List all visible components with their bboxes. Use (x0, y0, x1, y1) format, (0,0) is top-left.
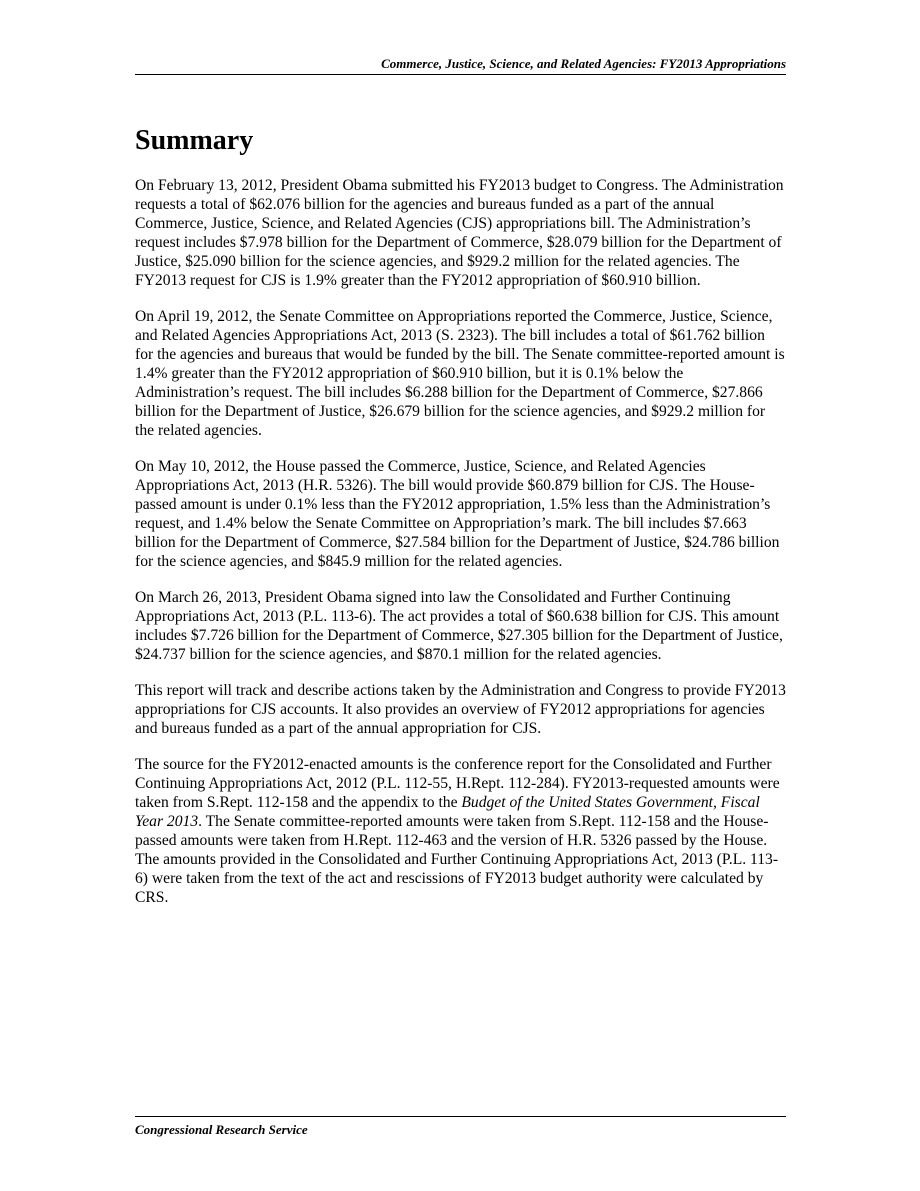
paragraph-enacted-law: On March 26, 2013, President Obama signed into law the Consolidated and Further Continuing Appropriations Act, 2013 (P.L. 113-6). The act provides a total of $60.638 billion for CJS. This amount includes $7.726 billion for the Department of Commerce, $27.305 billion for the Department of Justice, $24.737 billion for the science agencies, and $870.1 million for the related agencies. (135, 589, 783, 663)
summary-heading: Summary (135, 125, 254, 156)
paragraph-senate-committee: On April 19, 2012, the Senate Committee on Appropriations reported the Commerce, Justice, Science, and Related Agencies Appropriations Act, 2013 (S. 2323). The bill includes a total of $61.762 billion for the agencies and bureaus that would be funded by the bill. The Senate committee-reported amount is 1.4% greater than the FY2012 appropriation of $60.910 billion, but it is 0.1% below the Administration’s request. The bill includes $6.288 billion for the Department of Commerce, $27.866 billion for the Department of Justice, $26.679 billion for the science agencies, and $929.2 million for the related agencies. (135, 308, 785, 439)
paragraph-sources (135, 755, 786, 907)
paragraph-report-scope: This report will track and describe actions taken by the Administration and Congress to provide FY2013 appropriations for CJS accounts. It also provides an overview of FY2012 appropriations for agencies and bureaus funded as a part of the annual appropriation for CJS. (135, 682, 786, 737)
running-header-title: Commerce, Justice, Science, and Related Agencies: FY2013 Appropriations (381, 56, 786, 71)
running-header (135, 55, 786, 75)
paragraph-house-passed: On May 10, 2012, the House passed the Commerce, Justice, Science, and Related Agencies Appropriations Act, 2013 (H.R. 5326). The bill would provide $60.879 billion for CJS. The House-passed amount is under 0.1% less than the FY2012 appropriation, 1.5% less than the Administration’s request, and 1.4% below the Senate Committee on Appropriation’s mark. The bill includes $7.663 billion for the Department of Commerce, $27.584 billion for the Department of Justice, $24.786 billion for the science agencies, and $845.9 million for the related agencies. (135, 458, 780, 570)
footer-organization: Congressional Research Service (135, 1122, 308, 1137)
budget-document-title: Budget of the United States Government, Fiscal Year 2013 (135, 794, 760, 830)
summary-body (135, 176, 786, 924)
paragraph-budget-request: On February 13, 2012, President Obama submitted his FY2013 budget to Congress. The Administration requests a total of $62.076 billion for the agencies and bureaus funded as a part of the annual Commerce, Justice, Science, and Related Agencies (CJS) appropriations bill. The Administration’s request includes $7.978 billion for the Department of Commerce, $28.079 billion for the Department of Justice, $25.090 billion for the science agencies, and $929.2 million for the related agencies. The FY2013 request for CJS is 1.9% greater than the FY2012 appropriation of $60.910 billion. (135, 177, 784, 289)
page-footer (135, 1116, 786, 1138)
sources-text-start: The source for the FY2012-enacted amounts is the conference report for the Consolidated and Further Continuing Appropriations Act, 2012 (P.L. 112-55, H.Rept. 112-284). FY2013-requested amounts were taken from S.Rept. 112-158 and the appendix to the (135, 756, 780, 811)
sources-text-end: . The Senate committee-reported amounts were taken from S.Rept. 112-158 and the House-passed amounts were taken from H.Rept. 112-463 and the version of H.R. 5326 passed by the House. The amounts provided in the Consolidated and Further Continuing Appropriations Act, 2013 (P.L. 113-6) were taken from the text of the act and rescissions of FY2013 budget authority were calculated by CRS. (135, 813, 779, 906)
